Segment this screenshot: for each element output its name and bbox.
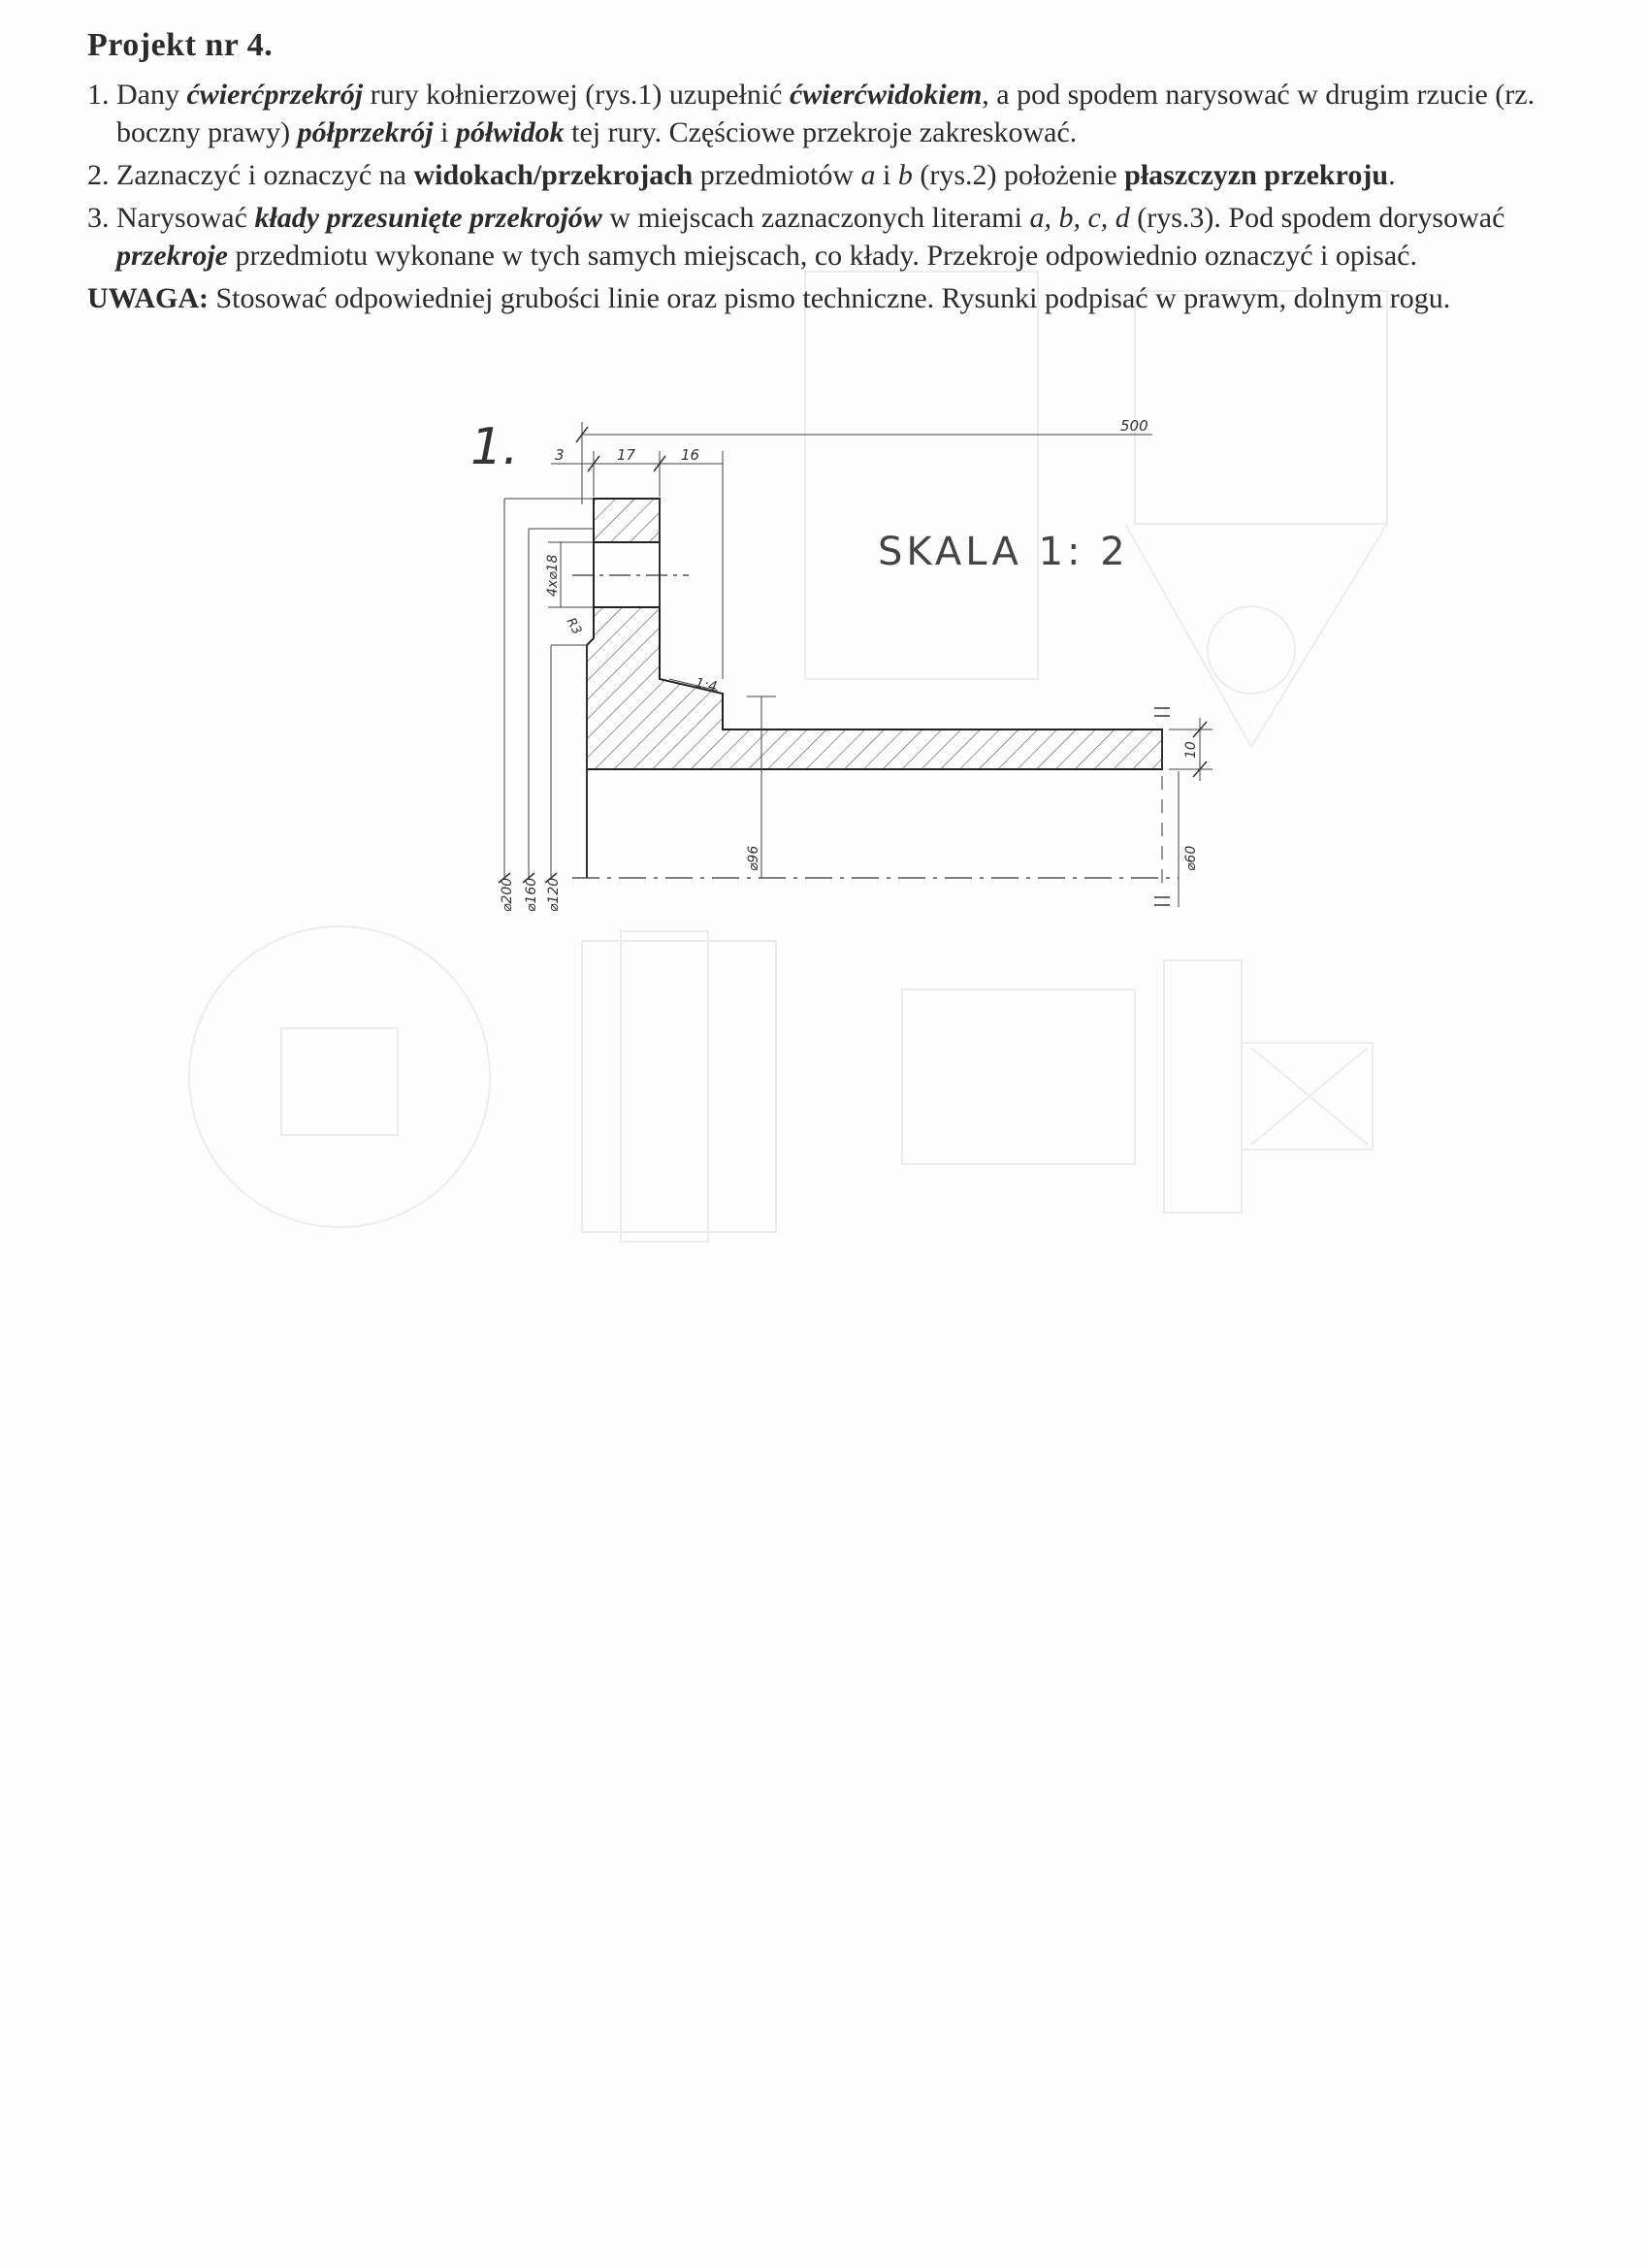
dim-200: ⌀200 xyxy=(500,877,515,912)
instruction-italic: a xyxy=(860,159,876,191)
dim-16: 16 xyxy=(681,446,700,464)
dim-holes: 4x⌀18 xyxy=(545,554,561,597)
instruction-text: i xyxy=(433,116,456,148)
dim-120: ⌀120 xyxy=(546,877,562,912)
instruction-number: 2. xyxy=(87,159,110,191)
instruction-emphasis: ćwierćwidokiem xyxy=(789,79,983,111)
dim-3: 3 xyxy=(555,446,565,464)
dim-r3: R3 xyxy=(563,615,585,637)
instruction-number: 3. xyxy=(87,202,110,234)
dim-17: 17 xyxy=(617,446,636,464)
note-label: UWAGA: xyxy=(87,282,209,314)
instruction-text: (rys.2) położenie xyxy=(912,159,1125,191)
project-title: Projekt nr 4. xyxy=(87,27,274,63)
instruction-italic: a, b, c, d xyxy=(1029,202,1130,234)
instruction-text: i xyxy=(875,159,898,191)
instruction-emphasis: przekroje xyxy=(116,240,228,272)
dim-96: ⌀96 xyxy=(746,845,761,871)
instruction-text: przedmiotu wykonane w tych samych miejscach, co kłady. Przekroje odpowiednio oznaczyć i opisać. xyxy=(228,240,1417,272)
instruction-emphasis: płaszczyzn przekroju xyxy=(1124,159,1389,191)
instruction-text: w miejscach zaznaczonych literami xyxy=(601,202,1030,234)
instruction-text: , a pod spodem narysować w drugim rzucie (rz. boczny prawy) xyxy=(116,79,1536,148)
instruction-text: przedmiotów xyxy=(693,159,861,191)
instruction-number: 1. xyxy=(87,79,110,111)
instruction-text: Zaznaczyć i oznaczyć na xyxy=(116,159,414,191)
instruction-text: rury kołnierzowej (rys.1) uzupełnić xyxy=(363,79,790,111)
instruction-emphasis: kłady przesunięte przekrojów xyxy=(254,202,602,234)
scale-label: SKALA 1: 2 xyxy=(878,530,1129,574)
instruction-text: tej rury. Częściowe przekroje zakreskować. xyxy=(564,116,1078,148)
dim-160: ⌀160 xyxy=(524,877,539,912)
dim-taper: 1:4 xyxy=(694,675,719,696)
dim-length: 500 xyxy=(1120,417,1148,435)
instruction-text: Dany xyxy=(116,79,187,111)
instruction-emphasis: widokach/przekrojach xyxy=(413,159,694,191)
instruction-emphasis: ćwierćprzekrój xyxy=(186,79,364,111)
instruction-text: Narysować xyxy=(116,202,255,234)
instruction-emphasis: półprzekrój xyxy=(297,116,434,148)
instruction-text: . xyxy=(1388,159,1396,191)
note-text: Stosować odpowiedniej grubości linie oraz pismo techniczne. Rysunki podpisać w prawym, dolnym rogu. xyxy=(209,282,1451,314)
instruction-italic: b xyxy=(897,159,913,191)
figure-label: 1. xyxy=(470,418,519,476)
dim-wall: 10 xyxy=(1183,741,1199,759)
dim-60: ⌀60 xyxy=(1183,845,1199,871)
instruction-emphasis: półwidok xyxy=(455,116,565,148)
instruction-text: (rys.3). Pod spodem dorysować xyxy=(1129,202,1505,234)
